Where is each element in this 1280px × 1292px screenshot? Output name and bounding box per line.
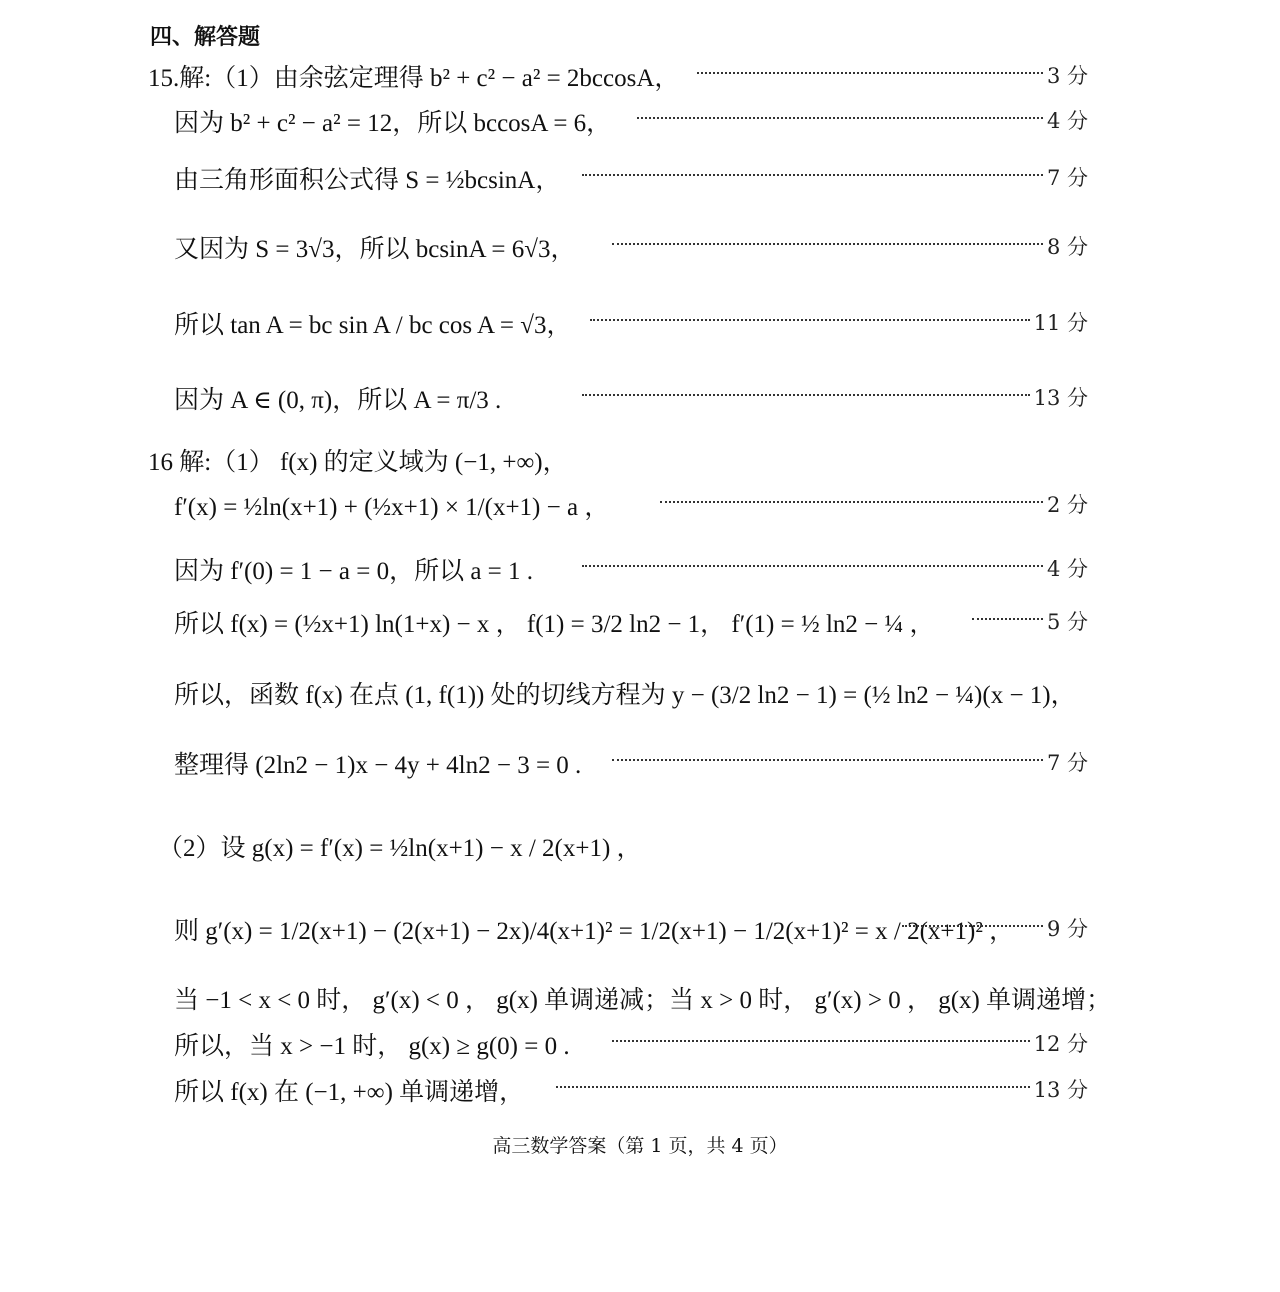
page-footer: 高三数学答案（第 1 页，共 4 页） bbox=[492, 1135, 788, 1157]
score-label: 8 分 bbox=[1046, 235, 1088, 259]
p16-line-1: 16 解:（1） f(x) 的定义域为 (−1, +∞)， bbox=[148, 449, 568, 476]
leader-dots bbox=[582, 565, 1043, 567]
score-label: 13 分 bbox=[1033, 1078, 1088, 1102]
score-label: 4 分 bbox=[1046, 109, 1088, 133]
score-label: 2 分 bbox=[1046, 493, 1088, 517]
score-label: 12 分 bbox=[1033, 1032, 1088, 1056]
p15-line-6: 因为 A ∈ (0, π)，所以 A = π/3 . bbox=[174, 387, 502, 414]
score-label: 11 分 bbox=[1033, 311, 1088, 335]
p15-line-5: 所以 tan A = bc sin A / bc cos A = √3， bbox=[174, 312, 572, 339]
p16-line-4: 所以 f(x) = (½x+1) ln(1+x) − x ， f(1) = 3/2 ln2 − 1， f′(1) = ½ ln2 − ¼ ， bbox=[174, 611, 935, 638]
score-label: 5 分 bbox=[1046, 610, 1088, 634]
leader-dots bbox=[582, 394, 1030, 396]
score-label: 4 分 bbox=[1046, 557, 1088, 581]
p16-line-6: 整理得 (2ln2 − 1)x − 4y + 4ln2 − 3 = 0 . bbox=[174, 752, 582, 779]
section-title: 四、解答题 bbox=[150, 25, 261, 50]
score-label: 7 分 bbox=[1046, 166, 1088, 190]
leader-dots bbox=[612, 759, 1043, 761]
p15-line-4: 又因为 S = 3√3，所以 bcsinA = 6√3， bbox=[174, 236, 576, 263]
leader-dots bbox=[972, 618, 1043, 620]
p16-line-9: 当 −1 < x < 0 时， g′(x) < 0 ， g(x) 单调递减；当 x > 0 时， g′(x) > 0 ， g(x) 单调递增； bbox=[174, 987, 1112, 1014]
score-label: 7 分 bbox=[1046, 751, 1088, 775]
leader-dots bbox=[590, 319, 1030, 321]
p16-line-3: 因为 f′(0) = 1 − a = 0，所以 a = 1 . bbox=[174, 558, 534, 585]
p15-line-3: 由三角形面积公式得 S = ½bcsinA， bbox=[174, 167, 561, 194]
p16-line-7: （2）设 g(x) = f′(x) = ½ln(x+1) − x / 2(x+1) ， bbox=[158, 835, 642, 862]
leader-dots bbox=[637, 117, 1043, 119]
p16-line-11: 所以 f(x) 在 (−1, +∞) 单调递增， bbox=[174, 1079, 525, 1106]
leader-dots bbox=[902, 925, 1043, 927]
p16-line-2: f′(x) = ½ln(x+1) + (½x+1) × 1/(x+1) − a ， bbox=[174, 494, 610, 521]
p15-line-1: 15.解:（1）由余弦定理得 b² + c² − a² = 2bccosA， bbox=[148, 65, 680, 92]
score-label: 13 分 bbox=[1033, 386, 1088, 410]
leader-dots bbox=[697, 72, 1043, 74]
score-label: 9 分 bbox=[1046, 917, 1088, 941]
leader-dots bbox=[660, 501, 1043, 503]
p16-line-5: 所以，函数 f(x) 在点 (1, f(1)) 处的切线方程为 y − (3/2 ln2 − 1) = (½ ln2 − ¼)(x − 1)， bbox=[174, 682, 1076, 709]
leader-dots bbox=[582, 174, 1043, 176]
leader-dots bbox=[612, 1040, 1030, 1042]
score-label: 3 分 bbox=[1046, 64, 1088, 88]
p15-line-2: 因为 b² + c² − a² = 12，所以 bccosA = 6， bbox=[174, 110, 612, 137]
leader-dots bbox=[612, 243, 1043, 245]
leader-dots bbox=[556, 1086, 1030, 1088]
p16-line-8: 则 g′(x) = 1/2(x+1) − (2(x+1) − 2x)/4(x+1)² = 1/2(x+1) − 1/2(x+1)² = x / 2(x+1)² ， bbox=[174, 918, 1015, 945]
p16-line-10: 所以，当 x > −1 时， g(x) ≥ g(0) = 0 . bbox=[174, 1033, 570, 1060]
